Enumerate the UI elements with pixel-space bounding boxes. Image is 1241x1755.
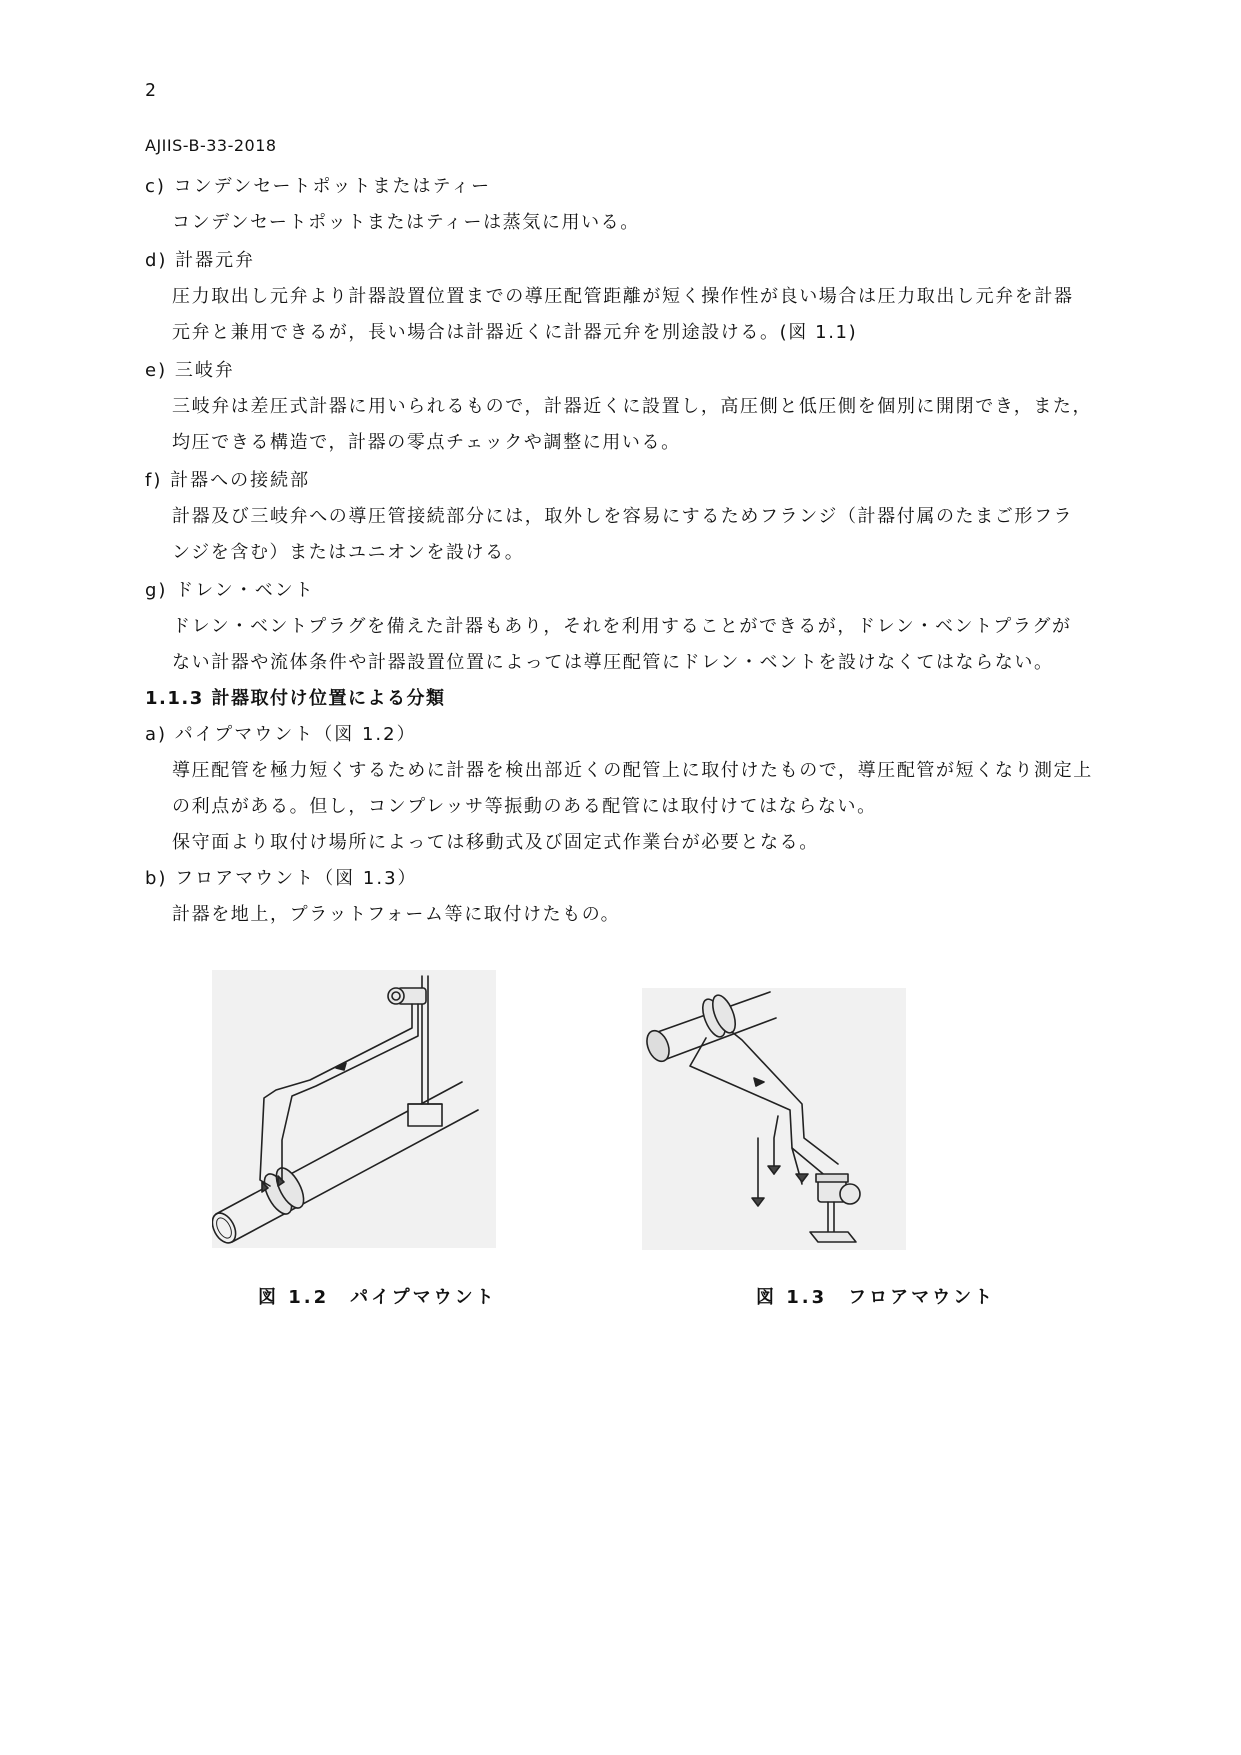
item-g-line-1: ドレン・ベントプラグを備えた計器もあり，それを利用することができるが，ドレン・ベントプラグが — [172, 616, 1072, 637]
item-d-line-2: 元弁と兼用できるが，長い場合は計器近くに計器元弁を別途設ける。(図 1.1) — [172, 322, 858, 343]
item-e-line-2: 均圧できる構造で，計器の零点チェックや調整に用いる。 — [172, 432, 681, 453]
item-e-line-1: 三岐弁は差圧式計器に用いられるもので，計器近くに設置し，高圧側と低圧側を個別に開閉でき，また， — [172, 396, 1093, 417]
section-113-a-line-1: 導圧配管を極力短くするために計器を検出部近くの配管上に取付けたもので，導圧配管が短くなり測定上 — [172, 760, 1093, 781]
item-f-heading: f) 計器への接続部 — [145, 470, 311, 491]
figure-1-2-caption: 図 1.2 パイプマウント — [258, 1287, 497, 1308]
floor-mount-figure — [642, 988, 906, 1250]
item-d-heading: d) 計器元弁 — [145, 250, 256, 271]
section-113-a-line-3: 保守面より取付け場所によっては移動式及び固定式作業台が必要となる。 — [172, 832, 819, 853]
section-113-b-line-1: 計器を地上，プラットフォーム等に取付けたもの。 — [172, 904, 621, 925]
item-f-line-2: ンジを含む）またはユニオンを設ける。 — [172, 542, 525, 563]
document-id: AJIIS-B-33-2018 — [145, 136, 277, 155]
item-g-heading: g) ドレン・ベント — [145, 580, 315, 601]
section-113-a-heading: a) パイプマウント（図 1.2） — [145, 724, 417, 745]
pipe-mount-figure — [212, 970, 496, 1248]
figure-1-3-caption: 図 1.3 フロアマウント — [756, 1287, 996, 1308]
item-d-line-1: 圧力取出し元弁より計器設置位置までの導圧配管距離が短く操作性が良い場合は圧力取出し元弁を計器 — [172, 286, 1074, 307]
page-number: 2 — [145, 80, 156, 101]
item-e-heading: e) 三岐弁 — [145, 360, 235, 381]
item-c-line-1: コンデンセートポットまたはティーは蒸気に用いる。 — [172, 212, 640, 233]
item-c-heading: c) コンデンセートポットまたはティー — [145, 176, 492, 197]
section-113-a-line-2: の利点がある。但し，コンプレッサ等振動のある配管には取付けてはならない。 — [172, 796, 877, 817]
item-g-line-2: ない計器や流体条件や計器設置位置によっては導圧配管にドレン・ベントを設けなくてはならない。 — [172, 652, 1054, 673]
section-113-title: 1.1.3 計器取付け位置による分類 — [145, 688, 446, 709]
section-113-b-heading: b) フロアマウント（図 1.3） — [145, 868, 418, 889]
item-f-line-1: 計器及び三岐弁への導圧管接続部分には，取外しを容易にするためフランジ（計器付属のたまご形フラ — [172, 506, 1074, 527]
